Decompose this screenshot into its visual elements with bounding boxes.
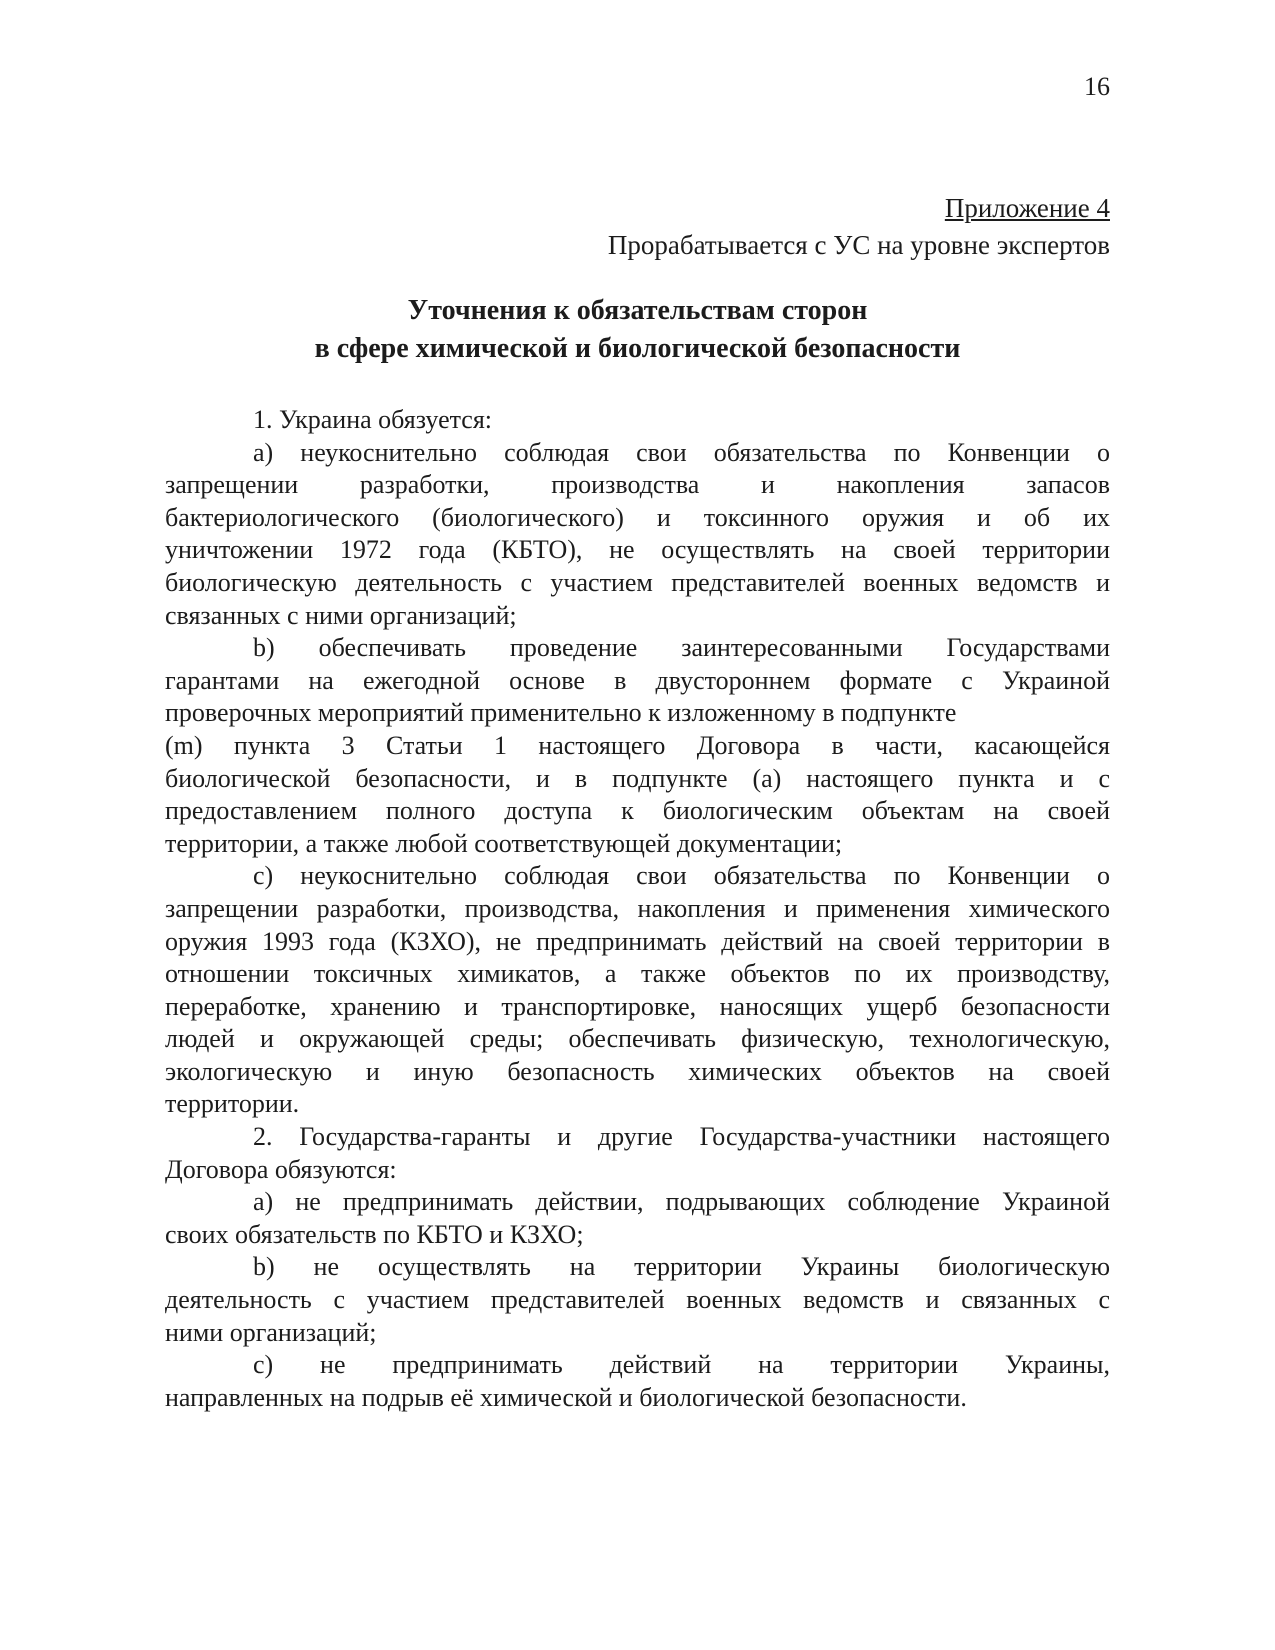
- paragraph: [165, 1251, 1110, 1349]
- text-line: Договора обязуются:: [165, 1154, 397, 1184]
- text-line: предоставлением полного доступа к биологическим объектам на своей: [165, 796, 1110, 826]
- text-line: людей и окружающей среды; обеспечивать физическую, технологическую,: [165, 1024, 1110, 1054]
- text-line: b) обеспечивать проведение заинтересованными Государствами: [253, 633, 1110, 663]
- text-line: направленных на подрыв её химической и биологической безопасности.: [165, 1382, 967, 1412]
- paragraph: [165, 1121, 1110, 1186]
- text-line: биологической безопасности, и в подпункте (а) настоящего пункта и с: [165, 763, 1110, 793]
- text-line: территории.: [165, 1089, 300, 1119]
- text-line: деятельность с участием представителей военных ведомств и связанных с: [165, 1285, 1110, 1315]
- text-line: своих обязательств по КБТО и КЗХО;: [165, 1219, 584, 1249]
- paragraph: [165, 1349, 1110, 1414]
- paragraph: [165, 632, 1110, 860]
- text-line: отношении токсичных химикатов, а также объектов по их производству,: [165, 959, 1110, 989]
- text-line: с) неукоснительно соблюдая свои обязательства по Конвенции о: [253, 861, 1110, 891]
- paragraph: [165, 860, 1110, 1121]
- page-number: 16: [1084, 72, 1110, 101]
- appendix-note: Прорабатывается с УС на уровне экспертов: [607, 230, 1110, 260]
- text-line: уничтожении 1972 года (КБТО), не осуществлять на своей территории: [165, 535, 1110, 565]
- text-line: 2. Государства-гаранты и другие Государства-участники настоящего: [253, 1122, 1110, 1152]
- appendix-header: [165, 190, 1110, 264]
- text-line: территории, а также любой соответствующей документации;: [165, 828, 843, 858]
- text-line: биологическую деятельность с участием представителей военных ведомств и: [165, 567, 1110, 597]
- paragraph: [165, 1186, 1110, 1251]
- text-line: гарантами на ежегодной основе в двустороннем формате с Украиной: [165, 665, 1110, 695]
- text-line: запрещении разработки, производства и накопления запасов: [165, 470, 1110, 500]
- text-line: а) не предпринимать действии, подрывающих соблюдение Украиной: [253, 1187, 1110, 1217]
- text-line: запрещении разработки, производства, накопления и применения химического: [165, 893, 1110, 923]
- paragraph: [165, 437, 1110, 633]
- text-line: проверочных мероприятий применительно к изложенному в подпункте: [165, 698, 957, 728]
- appendix-label: Приложение 4: [944, 193, 1110, 223]
- text-line: (m) пункта 3 Статьи 1 настоящего Договора в части, касающейся: [165, 730, 1110, 760]
- text-line: связанных с ними организаций;: [165, 600, 517, 630]
- text-line: оружия 1993 года (КЗХО), не предпринимать действий на своей территории в: [165, 926, 1110, 956]
- text-line: экологическую и иную безопасность химических объектов на своей: [165, 1056, 1110, 1086]
- document-title: [165, 292, 1110, 368]
- text-line: 1. Украина обязуется:: [253, 405, 493, 434]
- text-line: b) не осуществлять на территории Украины биологическую: [253, 1252, 1110, 1282]
- text-line: бактериологического (биологического) и токсинного оружия и об их: [165, 502, 1110, 532]
- text-line: переработке, хранению и транспортировке, наносящих ущерб безопасности: [165, 991, 1110, 1021]
- text-line: ними организаций;: [165, 1317, 377, 1347]
- text-line: а) неукоснительно соблюдая свои обязательства по Конвенции о: [253, 437, 1110, 467]
- title-line-1: Уточнения к обязательствам сторон: [407, 295, 868, 326]
- paragraph: [165, 404, 1110, 437]
- text-line: с) не предпринимать действий на территории Украины,: [253, 1350, 1110, 1380]
- document-body: [165, 404, 1110, 1414]
- title-line-2: в сфере химической и биологической безопасности: [314, 333, 961, 364]
